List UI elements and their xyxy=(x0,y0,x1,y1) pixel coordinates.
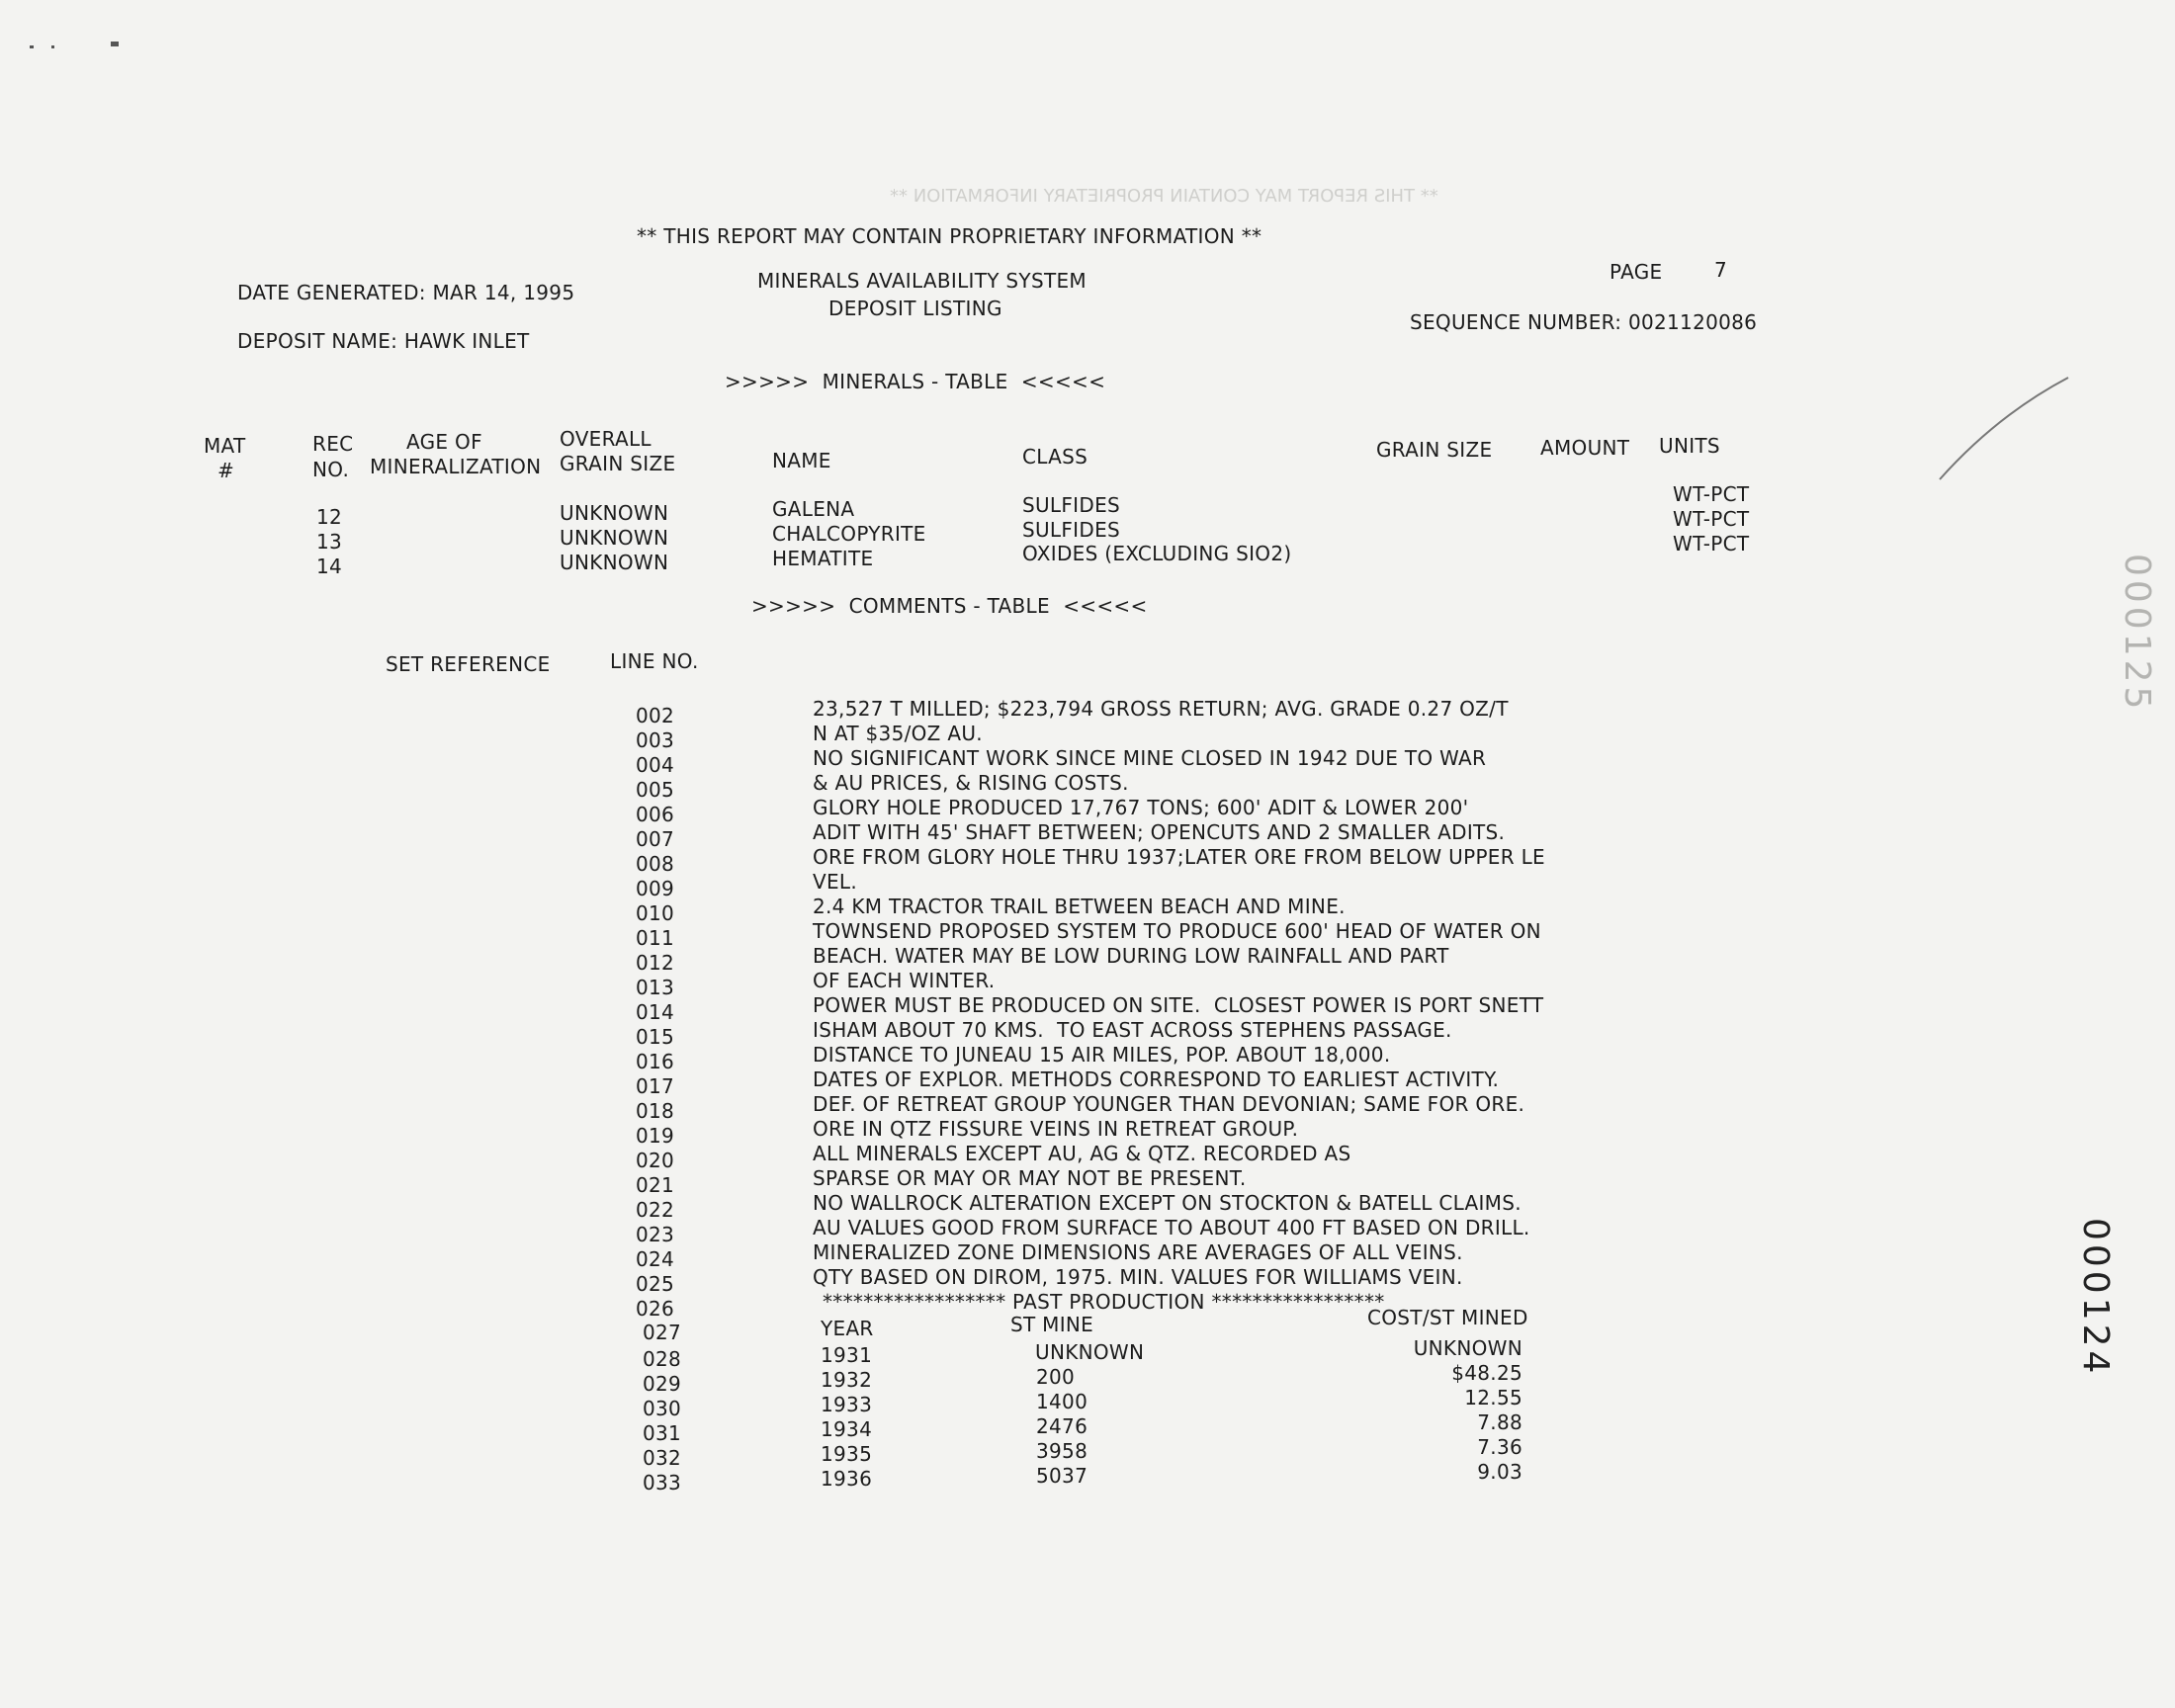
col-line-no-header: LINE NO. xyxy=(610,649,699,673)
comments-table-title: >>>>> COMMENTS - TABLE <<<<< xyxy=(751,594,1148,618)
mineral-units: WT-PCT xyxy=(1673,482,1750,506)
col-set-reference-header: SET REFERENCE xyxy=(386,652,551,676)
comment-text: GLORY HOLE PRODUCED 17,767 TONS; 600' ADIT & LOWER 200' xyxy=(813,796,1469,820)
bleed-through-text: ** THIS REPORT MAY CONTAIN PROPRIETARY INFORMATION ** xyxy=(890,186,1438,207)
line-number: 021 xyxy=(636,1173,675,1198)
production-st-mine: 1400 xyxy=(1036,1390,1088,1413)
col-rec-header: NO. xyxy=(312,458,350,481)
mineral-class: OXIDES (EXCLUDING SIO2) xyxy=(1022,542,1292,565)
production-cost: 7.36 xyxy=(1477,1435,1522,1459)
line-number: 032 xyxy=(643,1446,682,1470)
mineral-grain: UNKNOWN xyxy=(560,551,669,574)
proprietary-notice: ** THIS REPORT MAY CONTAIN PROPRIETARY INFORMATION ** xyxy=(637,224,1262,248)
line-number: 003 xyxy=(636,728,675,753)
mineral-rec: 12 xyxy=(316,505,343,529)
line-number: 025 xyxy=(636,1272,675,1297)
line-number: 019 xyxy=(636,1124,675,1149)
scan-speck xyxy=(30,45,34,48)
line-number: 016 xyxy=(636,1050,675,1074)
col-class-header: CLASS xyxy=(1022,445,1088,469)
production-st-mine: 2476 xyxy=(1036,1414,1088,1438)
comment-text: ALL MINERALS EXCEPT AU, AG & QTZ. RECORDED AS xyxy=(813,1142,1351,1166)
col-mat-header: # xyxy=(218,459,235,482)
line-number: 024 xyxy=(636,1247,675,1272)
mineral-units: WT-PCT xyxy=(1673,507,1750,531)
comment-text: QTY BASED ON DIROM, 1975. MIN. VALUES FOR WILLIAMS VEIN. xyxy=(813,1265,1463,1290)
col-mat-header: MAT xyxy=(204,434,246,458)
production-col-year: YEAR xyxy=(821,1317,874,1340)
col-amount-header: AMOUNT xyxy=(1540,436,1630,460)
system-title: MINERALS AVAILABILITY SYSTEM xyxy=(757,269,1087,293)
mineral-class: SULFIDES xyxy=(1022,518,1121,542)
line-number: 028 xyxy=(643,1347,682,1371)
production-cost: 9.03 xyxy=(1477,1460,1522,1484)
line-number: 008 xyxy=(636,852,675,877)
comment-text: ****************** PAST PRODUCTION ***************** xyxy=(823,1290,1385,1315)
production-cost: UNKNOWN xyxy=(1413,1336,1522,1360)
line-number: 006 xyxy=(636,803,675,827)
line-number: 013 xyxy=(636,976,675,1000)
line-number: 009 xyxy=(636,877,675,901)
mineral-name: GALENA xyxy=(772,497,855,521)
line-number: 030 xyxy=(643,1397,682,1420)
comment-text: 23,527 T MILLED; $223,794 GROSS RETURN; AVG. GRADE 0.27 OZ/T xyxy=(813,697,1509,721)
line-number: 005 xyxy=(636,778,675,803)
comment-text: & AU PRICES, & RISING COSTS. xyxy=(813,771,1129,796)
line-number: 023 xyxy=(636,1223,675,1247)
col-grain-header: OVERALL xyxy=(560,427,652,451)
pencil-stroke xyxy=(1938,376,2076,484)
mineral-units: WT-PCT xyxy=(1673,532,1750,555)
production-cost: $48.25 xyxy=(1451,1361,1522,1385)
line-number: 004 xyxy=(636,753,675,778)
col-grain-size-header: GRAIN SIZE xyxy=(1376,438,1493,462)
production-year: 1934 xyxy=(821,1417,873,1441)
mineral-class: SULFIDES xyxy=(1022,493,1121,517)
production-year: 1933 xyxy=(821,1393,873,1416)
line-number: 010 xyxy=(636,901,675,926)
col-name-header: NAME xyxy=(772,449,831,472)
comment-text: SPARSE OR MAY OR MAY NOT BE PRESENT. xyxy=(813,1166,1247,1191)
line-number: 017 xyxy=(636,1074,675,1099)
comment-text: BEACH. WATER MAY BE LOW DURING LOW RAINFALL AND PART xyxy=(813,944,1449,969)
line-number: 012 xyxy=(636,951,675,976)
line-number: 002 xyxy=(636,704,675,727)
mineral-grain: UNKNOWN xyxy=(560,526,669,550)
production-year: 1932 xyxy=(821,1368,873,1392)
line-number: 033 xyxy=(643,1471,682,1494)
comment-text: ORE FROM GLORY HOLE THRU 1937;LATER ORE FROM BELOW UPPER LE xyxy=(813,845,1545,870)
col-units-header: UNITS xyxy=(1659,434,1720,458)
date-generated: DATE GENERATED: MAR 14, 1995 xyxy=(237,281,575,304)
line-number: 027 xyxy=(643,1321,682,1344)
comment-text: ADIT WITH 45' SHAFT BETWEEN; OPENCUTS AND 2 SMALLER ADITS. xyxy=(813,820,1506,845)
production-st-mine: 5037 xyxy=(1036,1464,1088,1488)
line-number: 026 xyxy=(636,1297,675,1322)
mineral-name: CHALCOPYRITE xyxy=(772,522,926,546)
page-number: 7 xyxy=(1714,258,1728,282)
line-number: 014 xyxy=(636,1000,675,1025)
production-col-cost: COST/ST MINED xyxy=(1367,1306,1528,1329)
comment-text: DEF. OF RETREAT GROUP YOUNGER THAN DEVONIAN; SAME FOR ORE. xyxy=(813,1092,1525,1117)
margin-stamp-upper: 000125 xyxy=(2117,554,2157,714)
comment-text: VEL. xyxy=(813,870,858,895)
col-rec-header: REC xyxy=(312,432,354,456)
comment-text: OF EACH WINTER. xyxy=(813,969,996,993)
col-grain-header: GRAIN SIZE xyxy=(560,452,676,475)
page-label: PAGE xyxy=(1610,260,1663,284)
production-st-mine: 200 xyxy=(1036,1365,1076,1389)
production-st-mine: 3958 xyxy=(1036,1439,1088,1463)
line-number: 011 xyxy=(636,926,675,951)
line-number: 031 xyxy=(643,1421,682,1445)
sequence-number: SEQUENCE NUMBER: 0021120086 xyxy=(1410,310,1758,334)
production-year: 1931 xyxy=(821,1343,873,1367)
production-year: 1935 xyxy=(821,1442,873,1466)
mineral-rec: 14 xyxy=(316,555,343,578)
col-age-header: MINERALIZATION xyxy=(370,455,542,478)
scan-speck xyxy=(51,45,54,48)
comment-text: DATES OF EXPLOR. METHODS CORRESPOND TO EARLIEST ACTIVITY. xyxy=(813,1068,1500,1092)
comment-text: ORE IN QTZ FISSURE VEINS IN RETREAT GROUP. xyxy=(813,1117,1299,1142)
line-number: 007 xyxy=(636,827,675,852)
comment-text: 2.4 KM TRACTOR TRAIL BETWEEN BEACH AND MINE. xyxy=(813,895,1346,919)
production-cost: 12.55 xyxy=(1464,1386,1522,1409)
listing-title: DEPOSIT LISTING xyxy=(828,297,1002,320)
comment-text: AU VALUES GOOD FROM SURFACE TO ABOUT 400 FT BASED ON DRILL. xyxy=(813,1216,1530,1240)
mineral-name: HEMATITE xyxy=(772,547,874,570)
comment-text: NO SIGNIFICANT WORK SINCE MINE CLOSED IN 1942 DUE TO WAR xyxy=(813,746,1487,771)
comment-text: DISTANCE TO JUNEAU 15 AIR MILES, POP. ABOUT 18,000. xyxy=(813,1043,1391,1068)
mineral-grain: UNKNOWN xyxy=(560,501,669,525)
scan-speck xyxy=(111,42,119,46)
comment-text: TOWNSEND PROPOSED SYSTEM TO PRODUCE 600' HEAD OF WATER ON xyxy=(813,919,1541,944)
line-number: 018 xyxy=(636,1099,675,1124)
line-number: 015 xyxy=(636,1025,675,1050)
line-number: 022 xyxy=(636,1198,675,1223)
comment-text: MINERALIZED ZONE DIMENSIONS ARE AVERAGES OF ALL VEINS. xyxy=(813,1240,1463,1265)
comment-text: NO WALLROCK ALTERATION EXCEPT ON STOCKTON & BATELL CLAIMS. xyxy=(813,1191,1522,1216)
production-cost: 7.88 xyxy=(1477,1410,1522,1434)
col-age-header: AGE OF xyxy=(406,430,482,454)
comment-text: N AT $35/OZ AU. xyxy=(813,722,983,746)
mineral-rec: 13 xyxy=(316,530,343,554)
production-col-st-mine: ST MINE xyxy=(1010,1313,1094,1336)
production-st-mine: UNKNOWN xyxy=(1035,1340,1145,1364)
minerals-table-title: >>>>> MINERALS - TABLE <<<<< xyxy=(725,370,1106,393)
margin-stamp-lower: 000124 xyxy=(2075,1218,2116,1378)
comment-text: POWER MUST BE PRODUCED ON SITE. CLOSEST POWER IS PORT SNETT xyxy=(813,993,1544,1018)
comment-text: ISHAM ABOUT 70 KMS. TO EAST ACROSS STEPHENS PASSAGE. xyxy=(813,1018,1452,1043)
deposit-name: DEPOSIT NAME: HAWK INLET xyxy=(237,329,530,353)
production-year: 1936 xyxy=(821,1467,873,1491)
line-number: 020 xyxy=(636,1149,675,1173)
line-number: 029 xyxy=(643,1372,682,1396)
